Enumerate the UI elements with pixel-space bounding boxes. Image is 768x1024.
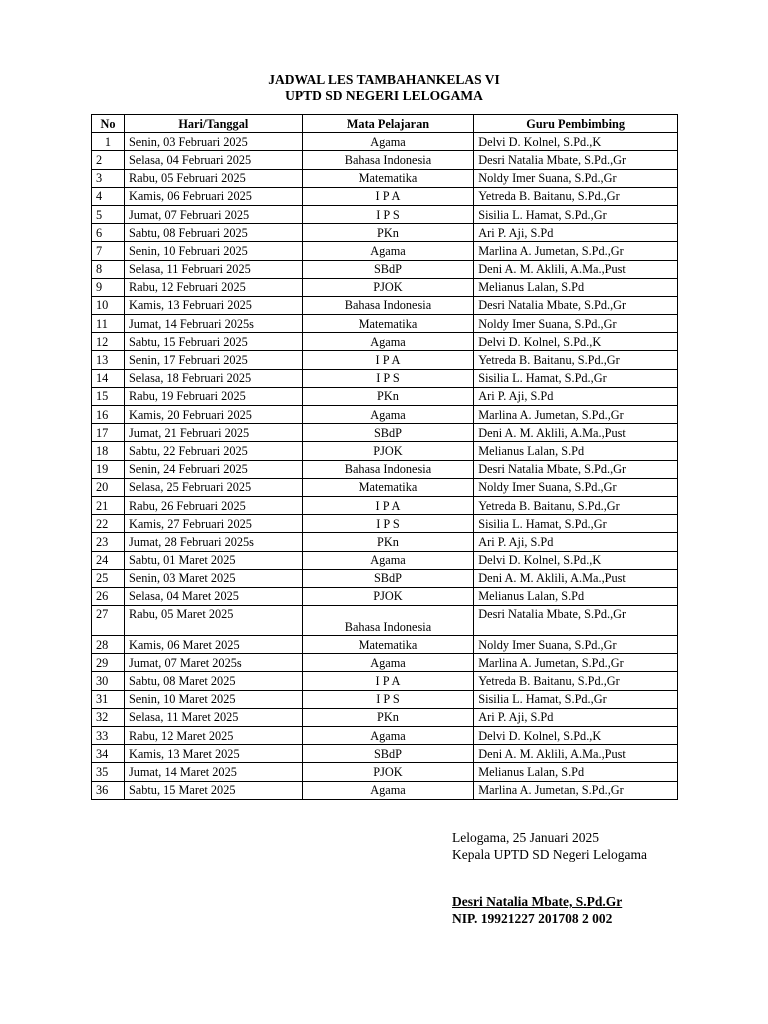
row-subject: Agama [302, 781, 474, 799]
row-date: Jumat, 14 Februari 2025s [124, 315, 302, 333]
row-number: 16 [92, 406, 125, 424]
row-teacher: Desri Natalia Mbate, S.Pd.,Gr [474, 296, 678, 314]
signature-place-date: Lelogama, 25 Januari 2025 [452, 830, 599, 845]
table-row [92, 690, 678, 708]
row-number: 33 [92, 727, 125, 745]
row-number: 10 [92, 296, 125, 314]
row-number: 4 [92, 187, 125, 205]
table-row [92, 636, 678, 654]
table-row [92, 315, 678, 333]
row-number: 27 [92, 606, 125, 636]
table-row [92, 496, 678, 514]
row-teacher: Deni A. M. Aklili, A.Ma.,Pust [474, 745, 678, 763]
row-date: Selasa, 11 Februari 2025 [124, 260, 302, 278]
row-subject: Agama [302, 333, 474, 351]
row-date: Rabu, 26 Februari 2025 [124, 496, 302, 514]
row-teacher: Yetreda B. Baitanu, S.Pd.,Gr [474, 351, 678, 369]
row-date: Jumat, 28 Februari 2025s [124, 533, 302, 551]
row-teacher: Ari P. Aji, S.Pd [474, 708, 678, 726]
table-row [92, 351, 678, 369]
row-teacher: Sisilia L. Hamat, S.Pd.,Gr [474, 205, 678, 223]
row-subject: PJOK [302, 587, 474, 605]
row-teacher: Delvi D. Kolnel, S.Pd.,K [474, 133, 678, 151]
row-date: Selasa, 18 Februari 2025 [124, 369, 302, 387]
row-teacher: Desri Natalia Mbate, S.Pd.,Gr [474, 151, 678, 169]
document-title: JADWAL LES TAMBAHANKELAS VI [268, 72, 500, 87]
row-subject: Agama [302, 242, 474, 260]
row-teacher: Sisilia L. Hamat, S.Pd.,Gr [474, 369, 678, 387]
row-number: 5 [92, 205, 125, 223]
row-subject: I P S [302, 205, 474, 223]
table-row [92, 169, 678, 187]
table-row [92, 708, 678, 726]
row-number: 20 [92, 478, 125, 496]
row-number: 12 [92, 333, 125, 351]
row-subject: Bahasa Indonesia [302, 460, 474, 478]
row-number: 21 [92, 496, 125, 514]
row-number: 14 [92, 369, 125, 387]
row-date: Rabu, 05 Maret 2025 [124, 606, 302, 636]
row-date: Sabtu, 08 Februari 2025 [124, 224, 302, 242]
table-row [92, 460, 678, 478]
row-subject: Agama [302, 654, 474, 672]
row-number: 22 [92, 515, 125, 533]
table-row [92, 569, 678, 587]
table-row [92, 369, 678, 387]
row-date: Sabtu, 22 Februari 2025 [124, 442, 302, 460]
row-teacher: Melianus Lalan, S.Pd [474, 442, 678, 460]
row-teacher: Deni A. M. Aklili, A.Ma.,Pust [474, 424, 678, 442]
table-row [92, 763, 678, 781]
row-number: 30 [92, 672, 125, 690]
row-number: 11 [92, 315, 125, 333]
header-date: Hari/Tanggal [124, 115, 302, 133]
row-date: Senin, 10 Maret 2025 [124, 690, 302, 708]
row-date: Jumat, 07 Maret 2025s [124, 654, 302, 672]
row-date: Kamis, 06 Maret 2025 [124, 636, 302, 654]
table-row [92, 745, 678, 763]
row-date: Sabtu, 01 Maret 2025 [124, 551, 302, 569]
row-number: 34 [92, 745, 125, 763]
row-teacher: Noldy Imer Suana, S.Pd.,Gr [474, 478, 678, 496]
row-teacher: Noldy Imer Suana, S.Pd.,Gr [474, 315, 678, 333]
row-teacher: Ari P. Aji, S.Pd [474, 224, 678, 242]
row-date: Sabtu, 08 Maret 2025 [124, 672, 302, 690]
row-teacher: Ari P. Aji, S.Pd [474, 387, 678, 405]
table-row [92, 242, 678, 260]
row-teacher: Noldy Imer Suana, S.Pd.,Gr [474, 169, 678, 187]
row-date: Jumat, 14 Maret 2025 [124, 763, 302, 781]
row-teacher: Melianus Lalan, S.Pd [474, 763, 678, 781]
row-teacher: Marlina A. Jumetan, S.Pd.,Gr [474, 654, 678, 672]
table-row [92, 442, 678, 460]
row-date: Sabtu, 15 Februari 2025 [124, 333, 302, 351]
row-number: 18 [92, 442, 125, 460]
table-row [92, 387, 678, 405]
row-number: 13 [92, 351, 125, 369]
row-teacher: Delvi D. Kolnel, S.Pd.,K [474, 333, 678, 351]
row-subject: SBdP [302, 569, 474, 587]
signature-name: Desri Natalia Mbate, S.Pd.Gr [452, 894, 623, 909]
table-row [92, 205, 678, 223]
table-row [92, 551, 678, 569]
signature-nip: NIP. 19921227 201708 2 002 [452, 911, 613, 926]
row-number: 23 [92, 533, 125, 551]
row-subject: PKn [302, 224, 474, 242]
row-teacher: Deni A. M. Aklili, A.Ma.,Pust [474, 260, 678, 278]
header-teacher: Guru Pembimbing [474, 115, 678, 133]
table-row [92, 727, 678, 745]
header-no: No [92, 115, 125, 133]
row-date: Jumat, 07 Februari 2025 [124, 205, 302, 223]
row-number: 19 [92, 460, 125, 478]
row-number: 9 [92, 278, 125, 296]
row-date: Kamis, 27 Februari 2025 [124, 515, 302, 533]
row-teacher: Yetreda B. Baitanu, S.Pd.,Gr [474, 672, 678, 690]
row-date: Kamis, 20 Februari 2025 [124, 406, 302, 424]
row-teacher: Marlina A. Jumetan, S.Pd.,Gr [474, 242, 678, 260]
row-subject: SBdP [302, 260, 474, 278]
row-subject: PKn [302, 387, 474, 405]
row-teacher: Delvi D. Kolnel, S.Pd.,K [474, 551, 678, 569]
row-subject: PJOK [302, 278, 474, 296]
table-row [92, 587, 678, 605]
row-date: Senin, 17 Februari 2025 [124, 351, 302, 369]
row-date: Jumat, 21 Februari 2025 [124, 424, 302, 442]
row-subject: SBdP [302, 424, 474, 442]
row-number: 15 [92, 387, 125, 405]
row-number: 28 [92, 636, 125, 654]
table-row [92, 151, 678, 169]
row-teacher: Sisilia L. Hamat, S.Pd.,Gr [474, 515, 678, 533]
row-teacher: Sisilia L. Hamat, S.Pd.,Gr [474, 690, 678, 708]
row-subject: Matematika [302, 636, 474, 654]
row-teacher: Desri Natalia Mbate, S.Pd.,Gr [474, 460, 678, 478]
row-number: 17 [92, 424, 125, 442]
table-row [92, 278, 678, 296]
row-date: Sabtu, 15 Maret 2025 [124, 781, 302, 799]
row-date: Senin, 10 Februari 2025 [124, 242, 302, 260]
row-subject: I P S [302, 369, 474, 387]
school-name: UPTD SD NEGERI LELOGAMA [285, 88, 483, 103]
row-date: Rabu, 19 Februari 2025 [124, 387, 302, 405]
row-teacher: Ari P. Aji, S.Pd [474, 533, 678, 551]
row-subject: I P A [302, 496, 474, 514]
table-row [92, 654, 678, 672]
row-number: 1 [92, 133, 125, 151]
row-number: 26 [92, 587, 125, 605]
row-date: Senin, 03 Februari 2025 [124, 133, 302, 151]
row-subject: Agama [302, 406, 474, 424]
row-date: Selasa, 11 Maret 2025 [124, 708, 302, 726]
row-subject: PKn [302, 708, 474, 726]
row-date: Selasa, 04 Maret 2025 [124, 587, 302, 605]
row-subject: Agama [302, 727, 474, 745]
row-subject: Agama [302, 133, 474, 151]
row-date: Selasa, 25 Februari 2025 [124, 478, 302, 496]
table-row [92, 187, 678, 205]
row-number: 6 [92, 224, 125, 242]
row-subject: Matematika [302, 478, 474, 496]
schedule-rows [92, 133, 678, 800]
row-date: Senin, 03 Maret 2025 [124, 569, 302, 587]
row-subject: I P A [302, 187, 474, 205]
row-number: 25 [92, 569, 125, 587]
row-date: Senin, 24 Februari 2025 [124, 460, 302, 478]
row-subject: Matematika [302, 315, 474, 333]
row-number: 3 [92, 169, 125, 187]
table-row [92, 533, 678, 551]
row-subject: I P A [302, 351, 474, 369]
row-subject: I P A [302, 672, 474, 690]
row-date: Rabu, 12 Maret 2025 [124, 727, 302, 745]
row-number: 35 [92, 763, 125, 781]
row-teacher: Delvi D. Kolnel, S.Pd.,K [474, 727, 678, 745]
table-row [92, 478, 678, 496]
table-row [92, 406, 678, 424]
row-number: 31 [92, 690, 125, 708]
row-subject: I P S [302, 515, 474, 533]
row-date: Kamis, 13 Maret 2025 [124, 745, 302, 763]
row-number: 2 [92, 151, 125, 169]
table-row [92, 672, 678, 690]
row-number: 7 [92, 242, 125, 260]
row-subject: Bahasa Indonesia [302, 606, 474, 636]
row-subject: Bahasa Indonesia [302, 296, 474, 314]
table-row [92, 424, 678, 442]
row-teacher: Yetreda B. Baitanu, S.Pd.,Gr [474, 187, 678, 205]
row-number: 36 [92, 781, 125, 799]
table-row [92, 781, 678, 799]
row-teacher: Yetreda B. Baitanu, S.Pd.,Gr [474, 496, 678, 514]
table-row [92, 296, 678, 314]
row-subject: I P S [302, 690, 474, 708]
row-teacher: Marlina A. Jumetan, S.Pd.,Gr [474, 406, 678, 424]
row-subject: Matematika [302, 169, 474, 187]
row-teacher: Deni A. M. Aklili, A.Ma.,Pust [474, 569, 678, 587]
row-number: 32 [92, 708, 125, 726]
row-subject: PKn [302, 533, 474, 551]
row-number: 8 [92, 260, 125, 278]
row-teacher: Desri Natalia Mbate, S.Pd.,Gr [474, 606, 678, 636]
row-number: 24 [92, 551, 125, 569]
table-row [92, 224, 678, 242]
row-teacher: Marlina A. Jumetan, S.Pd.,Gr [474, 781, 678, 799]
table-header-row [92, 115, 678, 133]
row-subject: PJOK [302, 442, 474, 460]
row-date: Rabu, 05 Februari 2025 [124, 169, 302, 187]
table-row [92, 515, 678, 533]
schedule-table [91, 114, 678, 800]
header-subject: Mata Pelajaran [302, 115, 474, 133]
table-row [92, 133, 678, 151]
row-date: Rabu, 12 Februari 2025 [124, 278, 302, 296]
row-subject: Bahasa Indonesia [302, 151, 474, 169]
row-teacher: Melianus Lalan, S.Pd [474, 587, 678, 605]
row-subject: PJOK [302, 763, 474, 781]
table-row [92, 606, 678, 636]
row-subject: SBdP [302, 745, 474, 763]
row-number: 29 [92, 654, 125, 672]
row-subject: Agama [302, 551, 474, 569]
signature-position: Kepala UPTD SD Negeri Lelogama [452, 847, 647, 862]
row-date: Kamis, 13 Februari 2025 [124, 296, 302, 314]
row-date: Selasa, 04 Februari 2025 [124, 151, 302, 169]
row-date: Kamis, 06 Februari 2025 [124, 187, 302, 205]
row-teacher: Noldy Imer Suana, S.Pd.,Gr [474, 636, 678, 654]
row-teacher: Melianus Lalan, S.Pd [474, 278, 678, 296]
table-row [92, 260, 678, 278]
table-row [92, 333, 678, 351]
